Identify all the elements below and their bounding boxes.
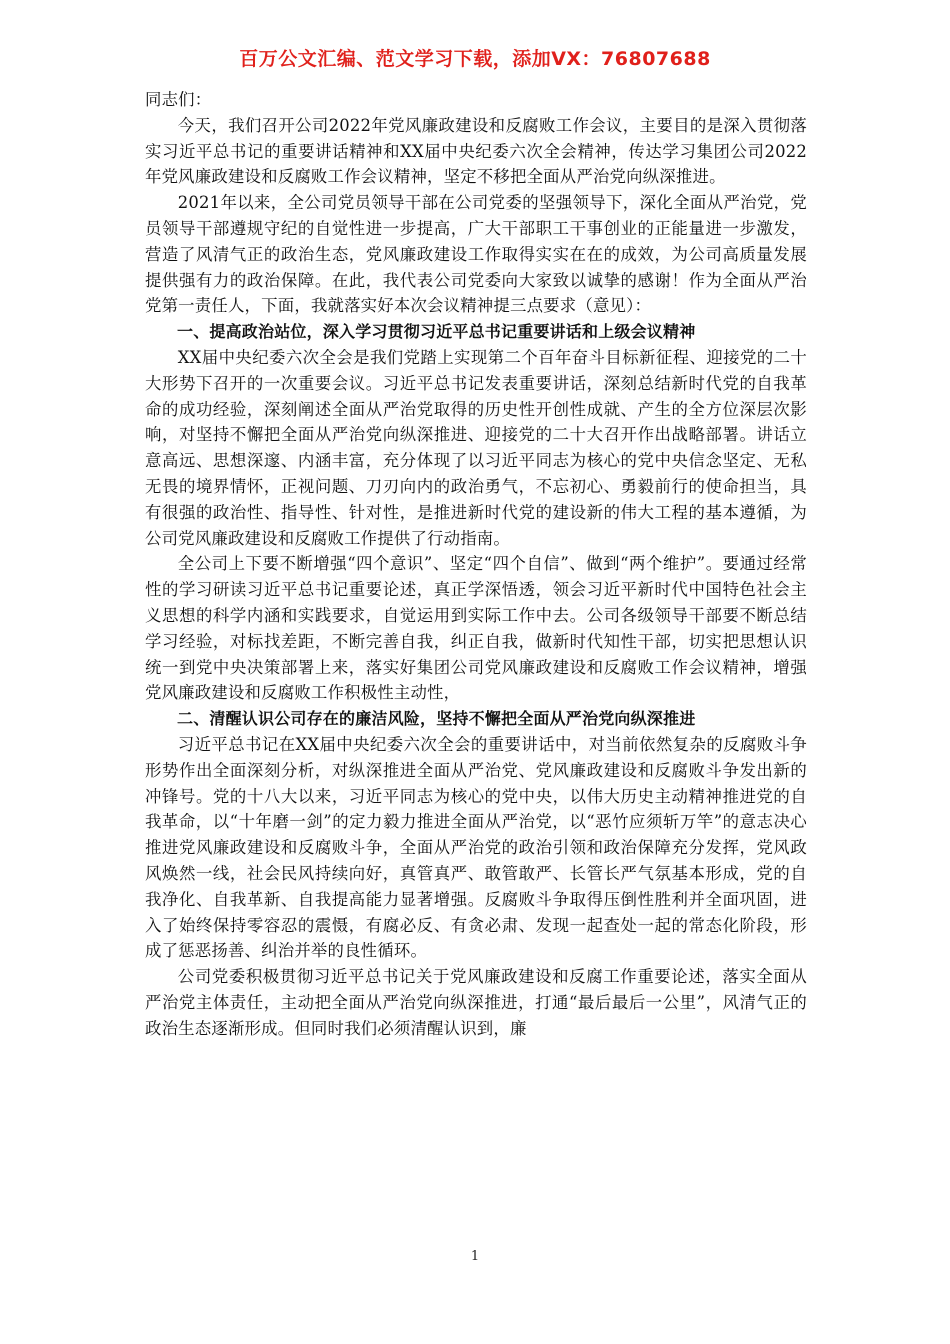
section-heading-1: 一、提高政治站位，深入学习贯彻习近平总书记重要讲话和上级会议精神 xyxy=(177,322,696,342)
paragraph-section2-a: 习近平总书记在XX届中央纪委六次全会的重要讲话中，对当前依然复杂的反腐败斗争形势作出全面深刻分析，对纵深推进全面从严治党、党风廉政建设和反腐败斗争发出新的冲锋号。党的十八大以来，习近平同志为核心的党中央，以伟大历史主动精神推进党的自我革命，以“十年磨一剑”的定力毅力推进全面从严治党，以“恶竹应须斩万竿”的意志决心推进党风廉政建设和反腐败斗争，全面从严治党的政治引领和政治保障充分发挥，党风政风焕然一线，社会民风持续向好，真管真严、敢管敢严、长管长严气氛基本形成，党的自我净化、自我革新、自我提高能力显著增强。反腐败斗争取得压倒性胜利并全面巩固，进入了始终保持零容忍的震慑，有腐必反、有贪必肃、发现一起查处一起的常态化阶段，形成了惩恶扬善、纠治并举的良性循环。 xyxy=(145,734,807,961)
salutation: 同志们： xyxy=(145,90,212,109)
paragraph-section1-a: XX届中央纪委六次全会是我们党踏上实现第二个百年奋斗目标新征程、迎接党的二十大形势下召开的一次重要会议。习近平总书记发表重要讲话，深刻总结新时代党的自我革命的成功经验，深刻阐述全面从严治党取得的历史性开创性成就、产生的全方位深层次影响，对坚持不懈把全面从严治党向纵深推进、迎接党的二十大召开作出战略部署。讲话立意高远、思想深邃、内涵丰富，充分体现了以习近平同志为核心的党中央信念坚定、无私无畏的境界情怀，正视问题、刀刃向内的政治勇气，不忘初心、勇毅前行的使命担当，具有很强的政治性、指导性、针对性，是推进新时代党的建设新的伟大工程的基本遵循，为公司党风廉政建设和反腐败工作提供了行动指南。 xyxy=(145,347,807,548)
page-number: 1 xyxy=(470,1249,480,1264)
paragraph-section2-b: 公司党委积极贯彻习近平总书记关于党风廉政建设和反腐工作重要论述，落实全面从严治党主体责任，主动把全面从严治党向纵深推进，打通“最后最后一公里”，风清气正的政治生态逐渐形成。但同时我们必须清醒认识到，廉 xyxy=(145,967,807,1038)
document-body xyxy=(145,87,807,1041)
paragraph-review: 2021年以来，全公司党员领导干部在公司党委的坚强领导下，深化全面从严治党，党员领导干部遵规守纪的自觉性进一步提高，广大干部职工干事创业的正能量进一步激发，营造了风清气正的政治生态，党风廉政建设工作取得实实在在的成效，为公司高质量发展提供强有力的政治保障。在此，我代表公司党委向大家致以诚挚的感谢！作为全面从严治党第一责任人，下面，我就落实好本次会议精神提三点要求（意见）： xyxy=(145,193,807,316)
paragraph-intro: 今天，我们召开公司2022年党风廉政建设和反腐败工作会议，主要目的是深入贯彻落实习近平总书记的重要讲话精神和XX届中央纪委六次全会精神，传达学习集团公司2022年党风廉政建设和反腐败工作会议精神，坚定不移把全面从严治党向纵深推进。 xyxy=(145,115,807,187)
paragraph-section1-b: 全公司上下要不断增强“四个意识”、坚定“四个自信”、做到“两个维护”。要通过经常性的学习研读习近平总书记重要论述，真正学深悟透，领会习近平新时代中国特色社会主义思想的科学内涵和实践要求，自觉运用到实际工作中去。公司各级领导干部要不断总结学习经验，对标找差距，不断完善自我，纠正自我，做新时代知性干部，切实把思想认识统一到党中央决策部署上来，落实好集团公司党风廉政建设和反腐败工作会议精神，增强党风廉政建设和反腐败工作积极性主动性， xyxy=(145,554,807,703)
section-heading-2: 二、清醒认识公司存在的廉洁风险，坚持不懈把全面从严治党向纵深推进 xyxy=(177,709,696,729)
header-banner: 百万公文汇编、范文学习下载，添加VX：76807688 xyxy=(239,48,711,70)
